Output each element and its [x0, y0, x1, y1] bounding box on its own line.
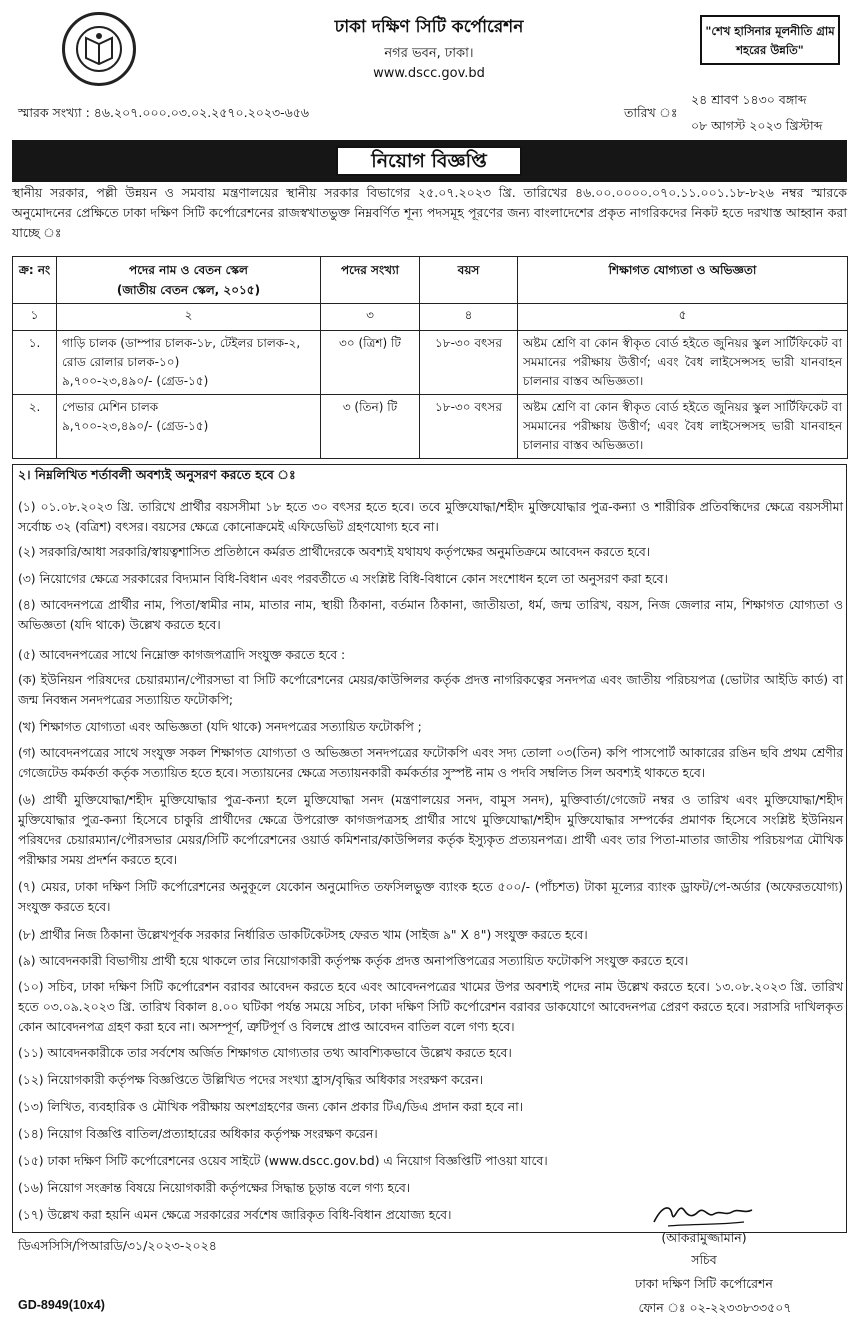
row-count: ৩ (তিন) টি: [321, 395, 420, 459]
header-count: পদের সংখ্যা: [321, 257, 420, 304]
org-website: www.dscc.gov.bd: [373, 66, 485, 81]
table-row: [13, 331, 848, 395]
condition-item: (৩) নিয়োগের ক্ষেত্রে সরকারের বিদ্যমান বিধি-বিধান এবং পরবর্তীতে এ সংশ্লিষ্ট বিধি-বিধানে কোন সংশোধন হলে তা অনুসরণ করা হবে।: [18, 572, 668, 586]
condition-item: (১) ০১.০৮.২০২৩ খ্রি. তারিখে প্রার্থীর বয়সসীমা ১৮ হতে ৩০ বৎসর হতে হবে। তবে মুক্তিযোদ্ধা/শহীদ মুক্তিযোদ্ধার পুত্র-কন্যা ও শারীরিক প্রতিবন্ধিদের ক্ষেত্রে বয়সসীমা সর্বোচ্চ ৩২ (বত্রিশ) বৎসর। বয়সের ক্ষেত্রে কোনোক্রমেই এফিডেভিট গ্রহণযোগ্য হবে না।: [18, 500, 843, 534]
signer-role: সচিব: [691, 1252, 717, 1267]
condition-item: (৪) আবেদনপত্রে প্রার্থীর নাম, পিতা/স্বামীর নাম, মাতার নাম, স্থায়ী ঠিকানা, বর্তমান ঠিকানা, জাতীয়তা, ধর্ম, জন্ম তারিখ, বয়স, নিজ জেলার নাম, শিক্ষাগত যোগ্যতা ও অভিজ্ঞতা (যদি থাকে) উল্লেখ করতে হবে।: [18, 598, 843, 632]
colnum-2: ২: [57, 304, 321, 331]
table-header-row: [13, 257, 848, 304]
condition-item: (১০) সচিব, ঢাকা দক্ষিণ সিটি কর্পোরেশন বরাবর আবেদন করতে হবে এবং আবেদনপত্রের খামের উপর অবশ্যই পদের নাম উল্লেখ করতে হবে। ১৩.০৮.২০২৩ খ্রি. তারিখ হতে ০৩.০৯.২০২৩ খ্রি. তারিখ বিকাল ৪.০০ ঘটিকা পর্যন্ত সময়ে সচিব, ঢাকা দক্ষিণ সিটি কর্পোরেশন বরাবর ডাকযোগে আবেদনপত্র প্রেরণ করতে হবে। সরাসরি দাখিলকৃত কোন আবেদনপত্র গ্রহণ করা হবে না। অসম্পূর্ণ, ত্রুটিপূর্ণ ও বিলম্বে প্রাপ্ত আবেদন বাতিল বলে গণ্য হবে।: [18, 980, 843, 1034]
conditions-heading: ২। নিম্নলিখিত শর্তাবলী অবশ্যই অনুসরণ করতে হবে ঃ: [18, 467, 296, 482]
org-address: নগর ভবন, ঢাকা।: [384, 46, 474, 61]
row-post-name: পেভার মেশিন চালক: [62, 400, 159, 414]
row-age: ১৮-৩০ বৎসর: [420, 395, 518, 459]
row-pay-scale: ৯,৭০০-২৩,৪৯০/- (গ্রেড-১৫): [62, 374, 209, 388]
header-pay-scale: (জাতীয় বেতন স্কেল, ২০১৫): [116, 283, 261, 297]
row-serial: ১.: [13, 331, 57, 395]
intro-paragraph: স্থানীয় সরকার, পল্লী উন্নয়ন ও সমবায় মন্ত্রণালয়ের স্থানীয় সরকার বিভাগের ২৫.০৭.২০২৩ খ্রি. তারিখের ৪৬.০০.০০০০.০৭০.১১.০০১.১৮-৮২৬ নম্বর স্মারকে অনুমোদনের প্রেক্ষিতে ঢাকা দক্ষিণ সিটি কর্পোরেশনের রাজস্বখাতভুক্ত নিম্নবর্ণিত শূন্য পদসমূহ পূরণের জন্য বাংলাদেশের প্রকৃত নাগরিকদের নিকট হতে দরখাস্ত আহ্বান করা যাচ্ছে ঃ: [12, 185, 847, 240]
table-row: [13, 395, 848, 459]
colnum-3: ৩: [321, 304, 420, 331]
condition-item: (১৭) উল্লেখ করা হয়নি এমন ক্ষেত্রে সরকারের সর্বশেষ জারিকৃত বিধি-বিধান প্রযোজ্য হবে।: [18, 1208, 452, 1222]
row-age: ১৮-৩০ বৎসর: [420, 331, 518, 395]
row-serial: ২.: [13, 395, 57, 459]
header-post: [57, 257, 321, 304]
memo-number: স্মারক সংখ্যা : ৪৬.২০৭.০০০.০৩.০২.২৫৭০.২০২৩-৬৫৬: [18, 105, 310, 120]
condition-item: (১১) আবেদনকারীকে তার সর্বশেষ অর্জিত শিক্ষাগত যোগ্যতার তথ্য আবশ্যিকভাবে উল্লেখ করতে হবে।: [18, 1046, 512, 1060]
signer-phone: ফোন ঃ ০২-২২৩৩৮৩৩৫০৭: [638, 1300, 792, 1315]
condition-item: (৫) আবেদনপত্রের সাথে নিম্নোক্ত কাগজপত্রাদি সংযুক্ত করতে হবে :: [18, 648, 346, 662]
colnum-5: ৫: [518, 304, 848, 331]
signer-name: (আকরামুজ্জামান): [661, 1230, 747, 1245]
posts-table: [12, 256, 848, 459]
condition-item: (গ) আবেদনপত্রের সাথে সংযুক্ত সকল শিক্ষাগত যোগ্যতা ও অভিজ্ঞতা সনদপত্রের ফটোকপি এবং সদ্য তোলা ০৩(তিন) কপি পাসপোর্ট আকারের রঙিন ছবি প্রথম শ্রেণীর গেজেটেড কর্মকর্তা কর্তৃক সত্যায়িত হতে হবে। সত্যায়নের ক্ষেত্রে সত্যায়নকারী কর্মকর্তার সুস্পষ্ট নাম ও পদবি সম্বলিত সিল অবশ্যই থাকতে হবে।: [18, 746, 843, 780]
condition-item: (১৪) নিয়োগ বিজ্ঞপ্তি বাতিল/প্রত্যাহারের অধিকার কর্তৃপক্ষ সংরক্ষণ করেন।: [18, 1127, 378, 1141]
condition-item: (১২) নিয়োগকারী কর্তৃপক্ষ বিজ্ঞপ্তিতে উল্লিখিত পদের সংখ্যা হ্রাস/বৃদ্ধির অধিকার সংরক্ষণ করেন।: [18, 1073, 484, 1087]
condition-item: (৮) প্রার্থীর নিজ ঠিকানা উল্লেখপূর্বক সরকার নির্ধারিত ডাকটিকেটসহ ফেরত খাম (সাইজ ৯" X ৪") সংযুক্ত করতে হবে।: [18, 928, 588, 942]
header-qualification: শিক্ষাগত যোগ্যতা ও অভিজ্ঞতা: [518, 257, 848, 304]
colnum-1: ১: [13, 304, 57, 331]
org-name: ঢাকা দক্ষিণ সিটি কর্পোরেশন: [334, 17, 524, 37]
header-post-name: পদের নাম ও বেতন স্কেল: [129, 263, 248, 277]
condition-item: (৭) মেয়র, ঢাকা দক্ষিণ সিটি কর্পোরেশনের অনুকূলে যেকোন অনুমোদিত তফসিলভুক্ত ব্যাংক হতে ৫০০/- (পাঁচশত) টাকা মূল্যের ব্যাংক ড্রাফট/পে-অর্ডার (অফেরতযোগ্য) সংযুক্ত করতে হবে।: [18, 880, 843, 914]
condition-item: (৬) প্রার্থী মুক্তিযোদ্ধা/শহীদ মুক্তিযোদ্ধার পুত্র-কন্যা হলে মুক্তিযোদ্ধা সনদ (মন্ত্রণালয়ের সনদ, বামুস সনদ), মুক্তিবার্তা/গেজেট নম্বর ও তারিখ এবং মুক্তিযোদ্ধা/শহীদ মুক্তিযোদ্ধার পুত্র-কন্যা হিসেবে চাকুরি প্রার্থীদের ক্ষেত্রে উপরোক্ত কাগজপত্রসহ প্রার্থীর সাথে মুক্তিযোদ্ধা/শহীদ মুক্তিযোদ্ধার সম্পর্কের প্রমাণক হিসেবে সংশ্লিষ্ট ইউনিয়ন পরিষদের চেয়ারম্যান/পৌরসভার মেয়র/সিটি কর্পোরেশনের ওয়ার্ড কমিশনার/কাউন্সিলর কর্তৃক ইস্যুকৃত প্রত্যয়নপত্র। প্রার্থী এবং তার পিতা-মাতার জাতীয় পরিচয়পত্র মৌখিক পরীক্ষার সময় প্রদর্শন করতে হবে।: [18, 793, 843, 867]
row-pay-scale: ৯,৭০০-২৩,৪৯০/- (গ্রেড-১৫): [62, 419, 209, 433]
signature: [648, 1196, 758, 1232]
reference-number: ডিএসসিসি/পিআরডি/৩১/২০২৩-২০২৪: [18, 1238, 217, 1253]
row-post: [57, 395, 321, 459]
condition-item: (ক) ইউনিয়ন পরিষদের চেয়ারম্যান/পৌরসভা বা সিটি কর্পোরেশনের মেয়র/কাউন্সিলর কর্তৃক প্রদত্ত নাগরিকত্বের সনদপত্র এবং জাতীয় পরিচয়পত্র (ভোটার আইডি কার্ড) বা জন্ম নিবন্ধন সনদপত্রের সত্যায়িত ফটোকপি;: [18, 673, 843, 707]
gd-number: GD-8949(10x4): [18, 1298, 105, 1312]
colnum-4: ৪: [420, 304, 518, 331]
row-post-name: গাড়ি চালক (ডাম্পার চালক-১৮, টেইলর চালক-২, রোড রোলার চালক-১০): [62, 336, 301, 369]
condition-item: (খ) শিক্ষাগত যোগ্যতা এবং অভিজ্ঞতা (যদি থাকে) সনদপত্রের সত্যায়িত ফটোকপি ;: [18, 720, 422, 734]
slogan-box: "শেখ হাসিনার মূলনীতি গ্রাম শহরের উন্নতি": [700, 15, 840, 65]
condition-item: (১৫) ঢাকা দক্ষিণ সিটি কর্পোরেশনের ওয়েব সাইটে (www.dscc.gov.bd) এ নিয়োগ বিজ্ঞপ্তিটি পাওয়া যাবে।: [18, 1154, 548, 1168]
row-post: [57, 331, 321, 395]
page-title: নিয়োগ বিজ্ঞপ্তি: [336, 146, 522, 176]
row-qualification: অষ্টম শ্রেণি বা কোন স্বীকৃত বোর্ড হইতে জুনিয়র স্কুল সার্টিফিকেট বা সমমানের পরীক্ষায় উত্তীর্ণ; এবং বৈধ লাইসেন্সসহ ভারী যানবাহন চালনার বাস্তব অভিজ্ঞতা।: [518, 331, 848, 395]
signer-organization: ঢাকা দক্ষিণ সিটি কর্পোরেশন: [635, 1276, 773, 1291]
date-bangla: ২৪ শ্রাবণ ১৪৩০ বঙ্গাব্দ: [691, 92, 807, 107]
header-serial: ক্র: নং: [13, 257, 57, 304]
condition-item: (১৬) নিয়োগ সংক্রান্ত বিষয়ে নিয়োগকারী কর্তৃপক্ষের সিদ্ধান্ত চূড়ান্ত বলে গণ্য হবে।: [18, 1181, 411, 1195]
date-label: তারিখ ঃ: [624, 105, 678, 120]
header-age: বয়স: [420, 257, 518, 304]
condition-item: (২) সরকারি/আধা সরকারি/স্বায়ত্বশাসিত প্রতিষ্ঠানে কর্মরত প্রার্থীদেরকে অবশ্যই যথাযথ কর্তৃপক্ষের অনুমতিক্রমে আবেদন করতে হবে।: [18, 545, 651, 559]
row-count: ৩০ (ত্রিশ) টি: [321, 331, 420, 395]
row-qualification: অষ্টম শ্রেণি বা কোন স্বীকৃত বোর্ড হইতে জুনিয়র স্কুল সার্টিফিকেট বা সমমানের পরীক্ষায় উত্তীর্ণ; এবং বৈধ লাইসেন্সসহ ভারী যানবাহন চালনার বাস্তব অভিজ্ঞতা।: [518, 395, 848, 459]
column-number-row: [13, 304, 848, 331]
date-english: ০৮ আগস্ট ২০২৩ খ্রিস্টাব্দ: [691, 118, 823, 133]
condition-item: (৯) আবেদনকারী বিভাগীয় প্রার্থী হয়ে থাকলে তার নিয়োগকারী কর্তৃপক্ষ কর্তৃক প্রদত্ত অনাপত্তিপত্রের সত্যায়িত ফটোকপি সংযুক্ত করতে হবে।: [18, 954, 689, 968]
condition-item: (১৩) লিখিত, ব্যবহারিক ও মৌখিক পরীক্ষায় অংশগ্রহণের জন্য কোন প্রকার টিএ/ডিএ প্রদান করা হবে না।: [18, 1100, 524, 1114]
